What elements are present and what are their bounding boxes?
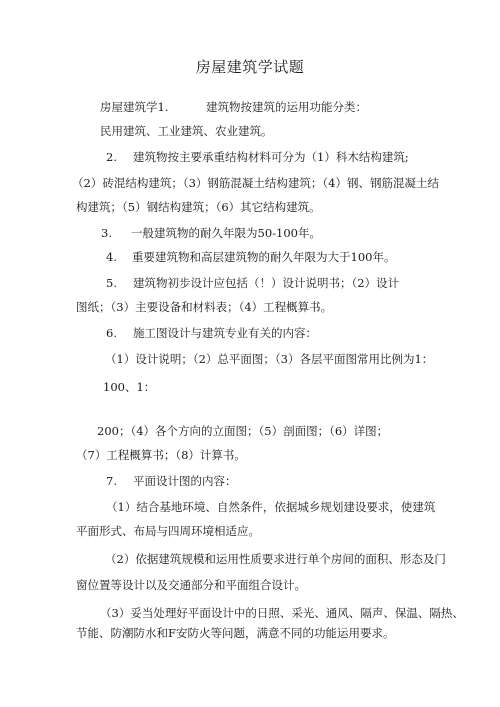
item-5-number: 5. — [106, 276, 117, 290]
item-6-detail-4: （7）工程概算书；（8）计算书。 — [76, 448, 246, 462]
item-2-continuation-2: 构建筑；（5）钢结构建筑；（6）其它结构建筑。 — [76, 200, 321, 214]
item-1-line — [100, 100, 168, 114]
item-1-text: 建筑物按建筑的运用功能分类： — [206, 100, 367, 114]
item-6-detail-2: 100、1： — [103, 380, 156, 394]
item-3-text: 一般建筑物的耐久年限为50-100年。 — [131, 226, 321, 240]
item-7-detail-1: （1）结合基地环境、自然条件，依据城乡规划建设要求，使建筑 — [106, 500, 436, 514]
item-7-detail-3-cont: 节能、防潮防水和F安防火等问题，满意不同的功能运用要求。 — [76, 626, 395, 640]
item-7-text: 平面设计图的内容： — [133, 474, 237, 488]
item-5-text: 建筑物初步设计应包括（！）设计说明书；（2）设计 — [133, 276, 400, 290]
item-7-number: 7. — [106, 474, 117, 488]
item-7-detail-3: （3）妥当处理好平面设计中的日照、采光、通风、隔声、保温、隔热、 — [100, 606, 464, 620]
item-7-detail-1-cont: 平面形式、布局与四周环境相适应。 — [76, 524, 260, 538]
item-2-continuation-1: （2）砖混结构建筑；（3）钢筋混凝土结构建筑；（4）钢、钢筋混凝土结 — [72, 176, 439, 190]
item-6-number: 6. — [106, 326, 117, 340]
item-7-detail-2-cont: 窗位置等设计以及交通部分和平面组合设计。 — [76, 578, 306, 592]
item-1-continuation: 民用建筑、工业建筑、农业建筑。 — [100, 124, 273, 138]
item-1-prefix: 房屋建筑学1. — [100, 100, 169, 114]
item-6-detail-3: 200；（4）各个方向的立面图；（5）剖面图；（6）详图； — [97, 424, 389, 438]
item-4-text: 重要建筑物和高层建筑物的耐久年限为大于100年。 — [132, 250, 396, 264]
document-title: 房屋建筑学试题 — [195, 58, 305, 76]
item-2-number: 2. — [106, 150, 117, 164]
item-6-text: 施工图设计与建筑专业有关的内容： — [133, 326, 317, 340]
item-6-detail-1: （1）设计说明；（2）总平面图；（3）各层平面图常用比例为1： — [105, 352, 434, 366]
item-7-detail-2: （2）依据建筑规模和运用性质要求进行单个房间的面积、形态及门 — [105, 552, 446, 566]
item-4-number: 4. — [106, 250, 117, 264]
item-5-continuation: 图纸；（3）主要设备和材料表；（4）工程概算书。 — [76, 300, 333, 314]
item-3-number: 3. — [101, 226, 112, 240]
item-2-text: 建筑物按主要承重结构材料可分为（1）科木结构建筑; — [133, 150, 409, 164]
